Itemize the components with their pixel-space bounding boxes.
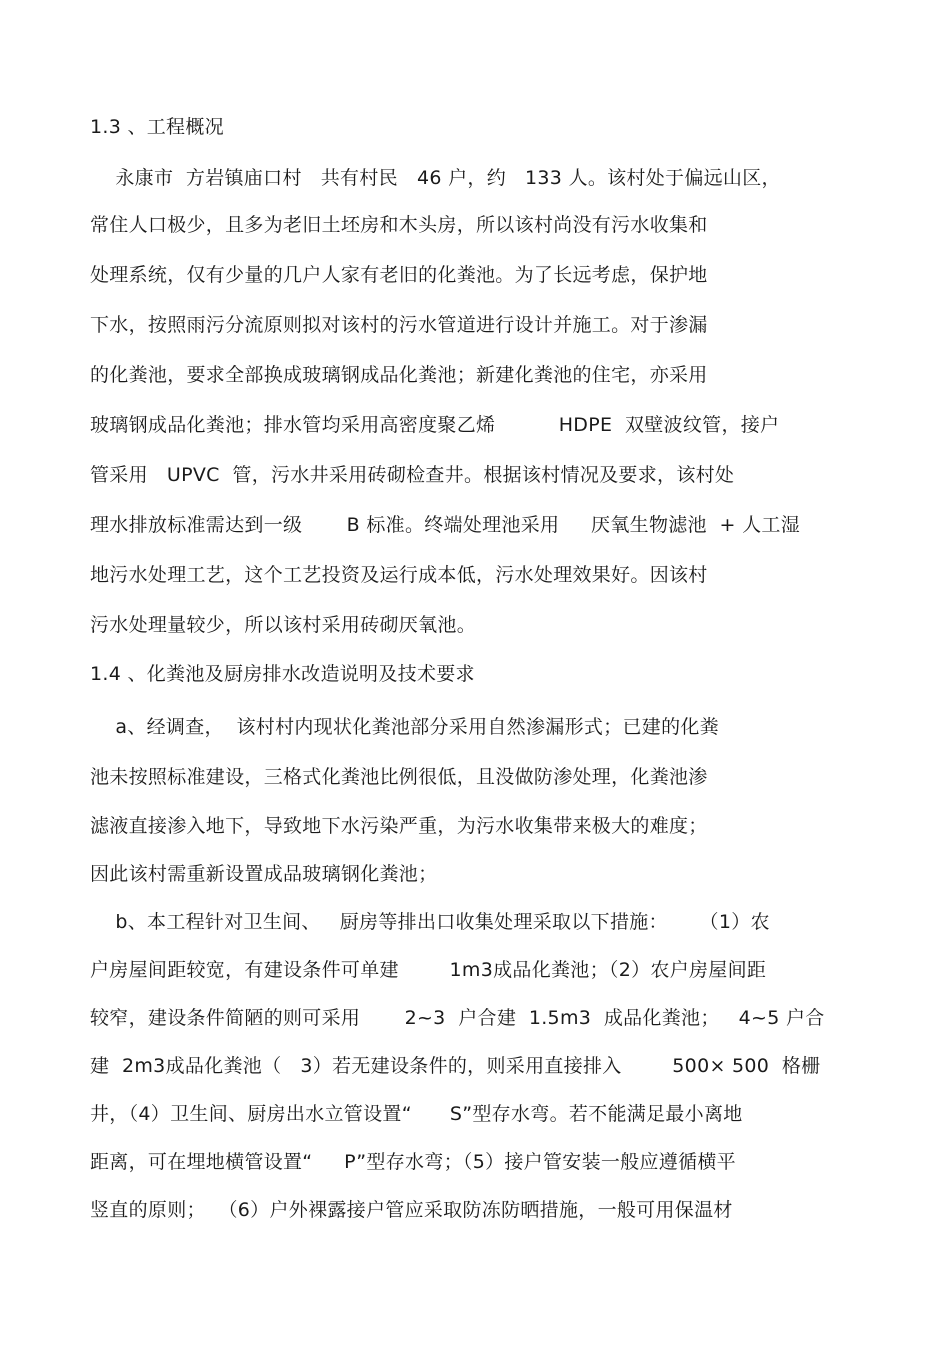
paragraph-line: 建 2m3成品化粪池（ 3）若无建设条件的，则采用直接排入 500× 500 格栅: [90, 1055, 821, 1077]
paragraph-line: 地污水处理工艺，这个工艺投资及运行成本低，污水处理效果好。因该村: [90, 564, 708, 586]
section-heading-1-4: 1.4 、化粪池及厨房排水改造说明及技术要求: [90, 663, 475, 685]
paragraph-line: 永康市 方岩镇庙口村 共有村民 46 户，约 133 人。该村处于偏远山区，: [90, 167, 781, 189]
paragraph-line: 井，（4）卫生间、厨房出水立管设置“ S”型存水弯。若不能满足最小离地: [90, 1103, 743, 1125]
paragraph-line: 理水排放标准需达到一级 B 标准。终端处理池采用 厌氧生物滤池 + 人工湿: [90, 514, 800, 536]
paragraph-line: a、经调查， 该村村内现状化粪池部分采用自然渗漏形式；已建的化粪: [90, 716, 719, 738]
paragraph-line: 管采用 UPVC 管，污水井采用砖砌检查井。根据该村情况及要求，该村处: [90, 464, 735, 486]
paragraph-line: 户房屋间距较宽，有建设条件可单建 1m3成品化粪池；（2）农户房屋间距: [90, 959, 767, 981]
paragraph-line: 玻璃钢成品化粪池；排水管均采用高密度聚乙烯 HDPE 双壁波纹管，接户: [90, 414, 780, 436]
paragraph-line: 较窄，建设条件简陋的则可采用 2~3 户合建 1.5m3 成品化粪池； 4~5 户合: [90, 1007, 825, 1029]
paragraph-line: 处理系统，仅有少量的几户人家有老旧的化粪池。为了长远考虑，保护地: [90, 264, 708, 286]
paragraph-line: 下水，按照雨污分流原则拟对该村的污水管道进行设计并施工。对于渗漏: [90, 314, 708, 336]
section-heading-1-3: 1.3 、工程概况: [90, 116, 224, 138]
paragraph-line: b、本工程针对卫生间、 厨房等排出口收集处理采取以下措施： （1）农: [90, 911, 770, 933]
paragraph-line: 滤液直接渗入地下，导致地下水污染严重，为污水收集带来极大的难度；: [90, 815, 708, 837]
paragraph-line: 常住人口极少，且多为老旧土坯房和木头房，所以该村尚没有污水收集和: [90, 214, 708, 236]
paragraph-line: 的化粪池，要求全部换成玻璃钢成品化粪池；新建化粪池的住宅，亦采用: [90, 364, 708, 386]
paragraph-line: 距离，可在埋地横管设置“ P”型存水弯；（5）接户管安装一般应遵循横平: [90, 1151, 736, 1173]
paragraph-line: 竖直的原则； （6）户外裸露接户管应采取防冻防晒措施，一般可用保温材: [90, 1199, 733, 1221]
paragraph-line: 污水处理量较少，所以该村采用砖砌厌氧池。: [90, 614, 477, 636]
paragraph-line: 因此该村需重新设置成品玻璃钢化粪池；: [90, 863, 438, 885]
paragraph-line: 池未按照标准建设，三格式化粪池比例很低，且没做防渗处理，化粪池渗: [90, 766, 708, 788]
